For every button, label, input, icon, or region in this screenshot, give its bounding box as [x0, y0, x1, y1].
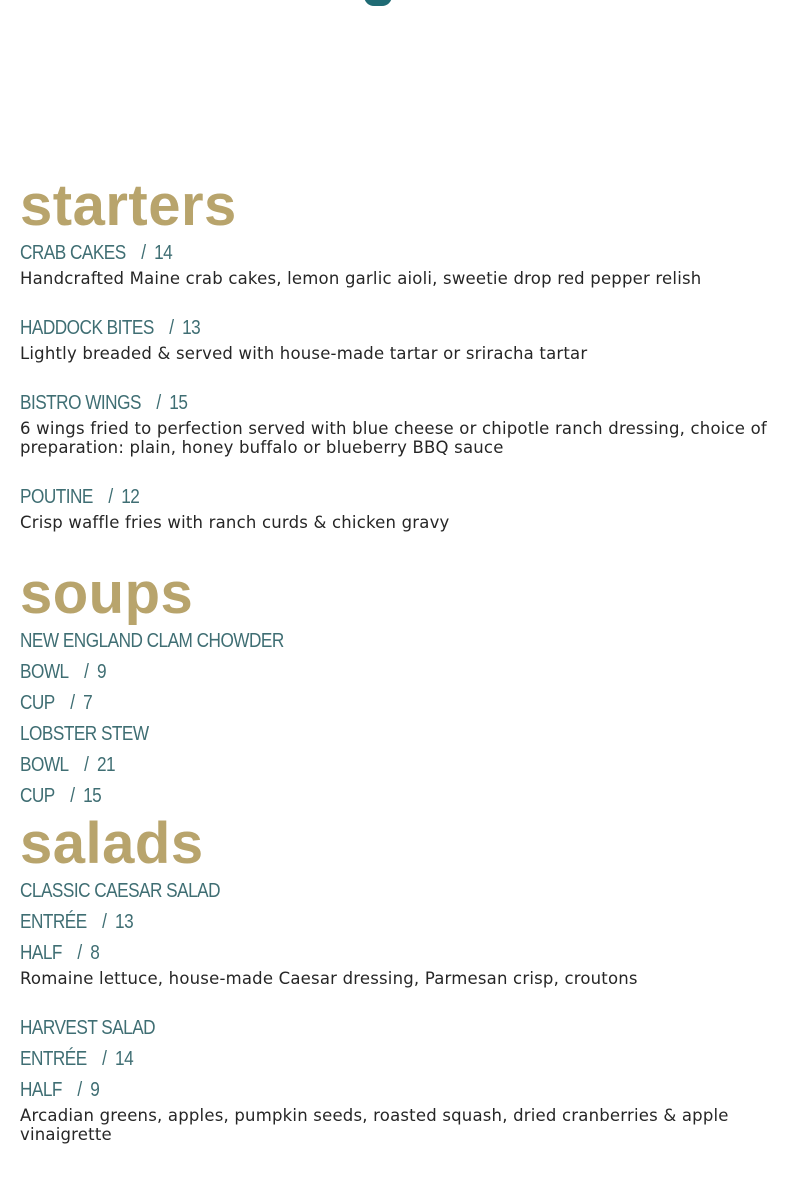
starters-heading: starters: [20, 173, 237, 238]
menu-item-lobster-stew: [20, 719, 770, 812]
item-name-line: [20, 238, 665, 269]
price-separator: /: [102, 911, 107, 933]
item-price: 14: [154, 242, 173, 264]
size-price: 9: [96, 661, 106, 683]
item-name: LOBSTER STEW: [20, 723, 149, 745]
item-price: 15: [169, 392, 188, 414]
menu-item-bistro-wings: [20, 388, 770, 457]
menu: [20, 174, 770, 1144]
size-label: BOWL: [20, 661, 69, 683]
price-separator: /: [102, 1048, 107, 1070]
size-option-entree: [20, 1044, 665, 1075]
price-separator: /: [156, 392, 161, 414]
item-name: HARVEST SALAD: [20, 1017, 156, 1039]
item-name-line: [20, 388, 665, 419]
price-separator: /: [169, 317, 174, 339]
size-price: 21: [96, 754, 116, 776]
item-description: Romaine lettuce, house-made Caesar dressing, Parmesan crisp, croutons: [20, 969, 638, 988]
item-description: 6 wings fried to perfection served with blue cheese or chipotle ranch dressing, choice of preparation: plain, honey buffalo or blueberry BBQ sauce: [20, 419, 767, 457]
size-price: 15: [83, 785, 102, 807]
logo-fragment: [364, 0, 392, 6]
item-name-line: [20, 482, 665, 513]
size-price: 13: [115, 911, 134, 933]
price-separator: /: [70, 692, 75, 714]
size-label: ENTRÉE: [20, 1048, 87, 1070]
size-label: CUP: [20, 692, 55, 714]
size-label: HALF: [20, 942, 62, 964]
price-separator: /: [141, 242, 146, 264]
item-description: Handcrafted Maine crab cakes, lemon garlic aioli, sweetie drop red pepper relish: [20, 269, 702, 288]
item-name: CRAB CAKES: [20, 242, 126, 264]
item-name: BISTRO WINGS: [20, 392, 141, 414]
menu-item-crab-cakes: [20, 238, 770, 288]
menu-item-haddock-bites: [20, 313, 770, 363]
menu-item-caesar-salad: [20, 876, 770, 988]
price-separator: /: [108, 486, 113, 508]
price-separator: /: [77, 942, 82, 964]
menu-item-poutine: [20, 482, 770, 532]
menu-item-harvest-salad: [20, 1013, 770, 1144]
size-price: 8: [90, 942, 100, 964]
size-label: ENTRÉE: [20, 911, 87, 933]
size-option-cup: [20, 688, 665, 719]
price-separator: /: [70, 785, 75, 807]
item-name: POUTINE: [20, 486, 93, 508]
size-label: HALF: [20, 1079, 62, 1101]
item-price: 12: [121, 486, 140, 508]
item-description: Lightly breaded & served with house-made tartar or sriracha tartar: [20, 344, 588, 363]
item-name: HADDOCK BITES: [20, 317, 154, 339]
size-option-bowl: [20, 750, 665, 781]
size-option-half: [20, 1075, 665, 1106]
item-description: Crisp waffle fries with ranch curds & chicken gravy: [20, 513, 450, 532]
size-option-bowl: [20, 657, 665, 688]
item-price: 13: [182, 317, 201, 339]
salads-heading: salads: [20, 811, 204, 876]
size-price: 14: [115, 1048, 134, 1070]
item-name: NEW ENGLAND CLAM CHOWDER: [20, 630, 284, 652]
size-label: BOWL: [20, 754, 69, 776]
size-price: 7: [83, 692, 93, 714]
item-description: Arcadian greens, apples, pumpkin seeds, roasted squash, dried cranberries & apple vinaigrette: [20, 1106, 729, 1144]
size-option-cup: [20, 781, 665, 812]
size-option-entree: [20, 907, 665, 938]
size-price: 9: [90, 1079, 100, 1101]
price-separator: /: [84, 754, 89, 776]
size-option-half: [20, 938, 665, 969]
item-name-line: [20, 313, 665, 344]
menu-item-clam-chowder: [20, 626, 770, 719]
size-label: CUP: [20, 785, 55, 807]
item-name: CLASSIC CAESAR SALAD: [20, 880, 220, 902]
soups-heading: soups: [20, 561, 194, 626]
price-separator: /: [77, 1079, 82, 1101]
price-separator: /: [84, 661, 89, 683]
